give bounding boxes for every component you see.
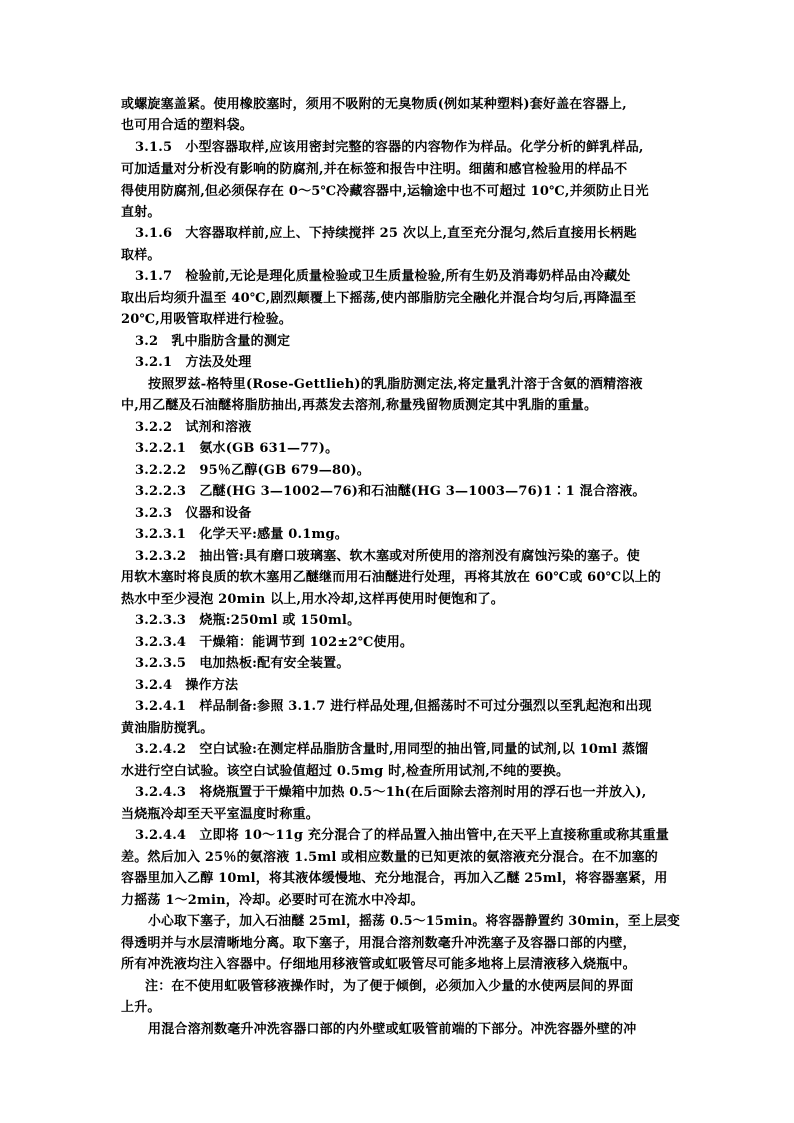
text-line: 容器里加入乙醇 10ml，将其液体缓慢地、充分地混合，再加入乙醚 25ml，将容器塞紧，用 [121, 871, 668, 886]
text-line: 3.2.4.4 立即将 10～11g 充分混合了的样品置入抽出管中,在天平上直接称重或称其重量 [135, 828, 670, 843]
section-heading: 3.2.4 操作方法 [135, 678, 239, 693]
text-line: 用混合溶剂数毫升冲洗容器口部的内外壁或虹吸管前端的下部分。冲洗容器外壁的冲 [148, 1022, 637, 1037]
text-line: 3.2.3.1 化学天平:感量 0.1mg。 [135, 527, 348, 542]
text-line: 当烧瓶冷却至天平室温度时称重。 [121, 807, 320, 822]
text-line: 3.2.3.5 电加热板:配有安全装置。 [135, 656, 350, 671]
text-line: 热水中至少浸泡 20min 以上,用水冷却,这样再使用时便饱和了。 [121, 592, 504, 607]
note-line: 上升。 [121, 1000, 161, 1015]
text-line: 中,用乙醚及石油醚将脂肪抽出,再蒸发去溶剂,称量残留物质测定其中乳脂的重量。 [121, 398, 598, 413]
text-line: 力摇荡 1～2min，冷却。必要时可在流水中冷却。 [121, 893, 424, 908]
text-line: 取样。 [121, 248, 161, 263]
text-line: 3.1.5 小型容器取样,应该用密封完整的容器的内容物作为样品。化学分析的鲜乳样品, [135, 140, 644, 155]
note-line: 注：在不使用虹吸管移液操作时，为了便于倾倒，必须加入少量的水使两层间的界面 [145, 979, 634, 994]
text-line: 用软木塞时将良质的软木塞用乙醚继而用石油醚进行处理，再将其放在 60℃或 60℃以上的 [121, 570, 661, 585]
section-heading: 3.2.3 仪器和设备 [135, 506, 252, 521]
text-line: 可加适量对分析没有影响的防腐剂,并在标签和报告中注明。细菌和感官检验用的样品不 [121, 162, 628, 177]
text-line: 得使用防腐剂,但必须保存在 0～5℃冷藏容器中,运输途中也不可超过 10℃,并须防止日光 [121, 184, 649, 199]
text-line: 小心取下塞子，加入石油醚 25ml，摇荡 0.5～15min。将容器静置约 30min，至上层变 [148, 914, 681, 929]
text-line: 直射。 [121, 205, 161, 220]
text-line: 3.2.4.2 空白试验:在测定样品脂肪含量时,用同型的抽出管,同量的试剂,以 10ml 蒸馏 [135, 742, 649, 757]
text-line: 得透明并与水层清晰地分离。取下塞子，用混合溶剂数毫升冲洗塞子及容器口部的内壁， [121, 936, 636, 951]
text-line: 所有冲洗液均注入容器中。仔细地用移液管或虹吸管尽可能多地将上层清液移入烧瓶中。 [121, 957, 636, 972]
text-line: 3.2.4.3 将烧瓶置于干燥箱中加热 0.5～1h(在后面除去溶剂时用的浮石也一并放入), [135, 785, 647, 800]
text-line: 3.2.2.3 乙醚(HG 3—1002—76)和石油醚(HG 3—1003—76)1∶1 混合溶液。 [135, 484, 646, 499]
section-heading: 3.2.1 方法及处理 [135, 355, 252, 370]
text-line: 或螺旋塞盖紧。使用橡胶塞时，须用不吸附的无臭物质(例如某种塑料)套好盖在容器上, [121, 97, 627, 112]
text-line: 3.2.4.1 样品制备:参照 3.1.7 进行样品处理,但摇荡时不可过分强烈以至乳起泡和出现 [135, 699, 652, 714]
text-line: 3.2.3.4 干燥箱：能调节到 102±2℃使用。 [135, 635, 414, 650]
section-heading: 3.2 乳中脂肪含量的测定 [135, 334, 291, 349]
text-line: 3.2.3.3 烧瓶:250ml 或 150ml。 [135, 613, 361, 628]
text-line: 黄油脂肪搅乳。 [121, 721, 214, 736]
section-heading: 3.2.2 试剂和溶液 [135, 420, 252, 435]
text-line: 水进行空白试验。该空白试验值超过 0.5mg 时,检查所用试剂,不纯的要换。 [121, 764, 570, 779]
text-line: 20℃,用吸管取样进行检验。 [121, 312, 292, 327]
text-line: 3.2.2.1 氨水(GB 631—77)。 [135, 441, 339, 456]
text-line: 3.2.2.2 95％乙醇(GB 679—80)。 [135, 463, 370, 478]
text-line: 按照罗兹-格特里(Rose-Gettlieh)的乳脂肪测定法,将定量乳汁溶于含氨的酒精溶液 [148, 377, 643, 392]
text-line: 3.1.6 大容器取样前,应上、下持续搅拌 25 次以上,直至充分混匀,然后直接用长柄匙 [135, 226, 637, 241]
text-line: 取出后均须升温至 40℃,剧烈颠覆上下摇荡,使内部脂肪完全融化并混合均匀后,再降温至 [121, 291, 637, 306]
text-line: 3.1.7 检验前,无论是理化质量检验或卫生质量检验,所有生奶及消毒奶样品由冷藏处 [135, 269, 631, 284]
text-line: 也可用合适的塑料袋。 [121, 118, 254, 133]
text-line: 3.2.3.2 抽出管:具有磨口玻璃塞、软木塞或对所使用的溶剂没有腐蚀污染的塞子。使 [135, 549, 640, 564]
text-line: 差。然后加入 25％的氨溶液 1.5ml 或相应数量的已知更浓的氨溶液充分混合。在不加塞的 [121, 850, 658, 865]
